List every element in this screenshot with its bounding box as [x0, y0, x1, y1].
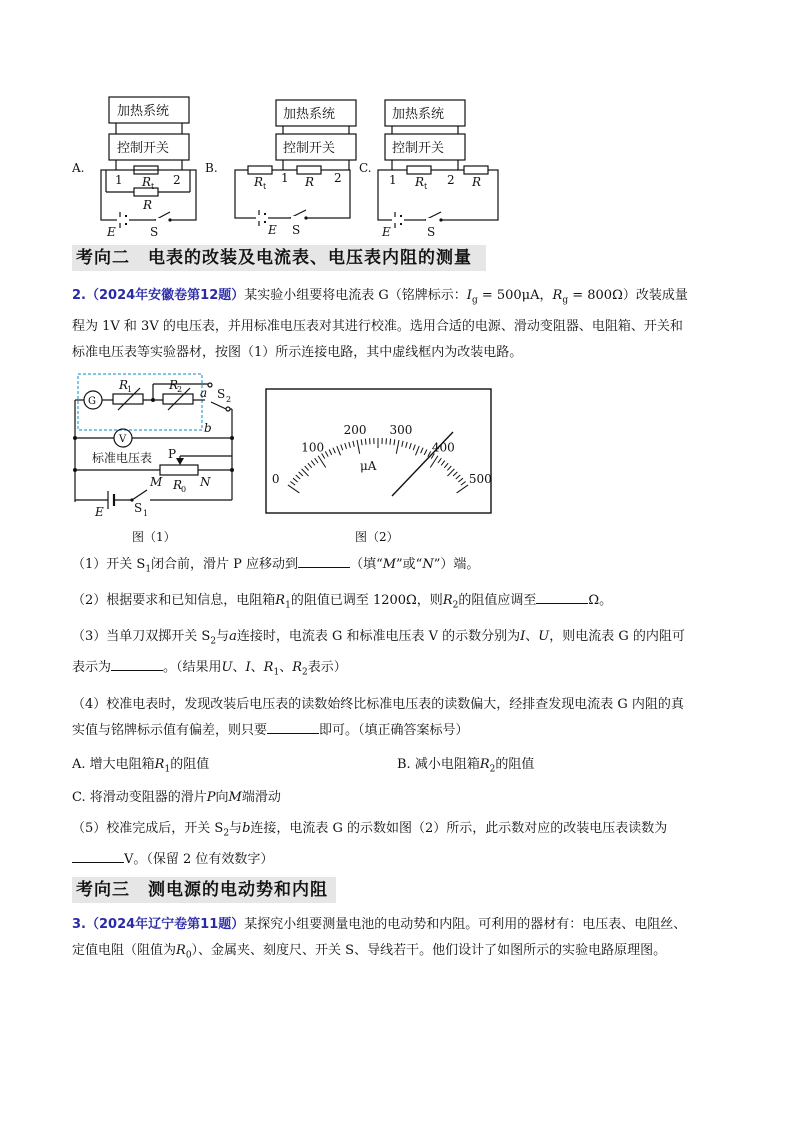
- answer-blank-5[interactable]: [72, 848, 124, 863]
- q3-source: （2024年辽宁卷第11题）: [85, 917, 245, 932]
- q2-part4: [72, 692, 732, 744]
- q3-number: 3.: [72, 917, 86, 932]
- meter-tick: [341, 445, 343, 451]
- fig1-s2-label: S: [217, 387, 226, 401]
- q2-line3: 标准电压表等实验器材，按图（1）所示连接电路，其中虚线框内为改装电路。: [72, 344, 523, 360]
- q3-line2-b: ）、金属夹、刻度尺、开关 S、导线若干。他们设计了如图所示的实验电路原理图。: [191, 943, 667, 958]
- p3-r2: R: [292, 659, 303, 675]
- p3-u2: U: [221, 659, 233, 675]
- q2-comma: ，: [539, 288, 553, 303]
- switch-s-label-a: S: [150, 225, 159, 239]
- fig1-v-label: V: [119, 434, 127, 445]
- meter-tick: [337, 446, 341, 455]
- meter-tick: [325, 451, 328, 456]
- meter-tick: [444, 463, 448, 468]
- q3-r0: R: [176, 943, 186, 958]
- opt-b-a: B. 减小电阻箱: [397, 757, 480, 772]
- rg-sub: g: [562, 295, 569, 306]
- p2-d: Ω。: [588, 593, 613, 608]
- ig-sub: g: [471, 295, 478, 306]
- p1-d: ”或“: [396, 557, 423, 572]
- p5-a: （5）校准完成后，开关 S: [72, 821, 224, 836]
- meter-tick: [447, 466, 451, 470]
- fig1-s1-sub: 1: [143, 509, 149, 518]
- fig1-s2-sub: 2: [226, 395, 232, 404]
- switch-s-label-c: S: [427, 225, 436, 239]
- q2-option-b: [397, 752, 717, 783]
- opt-c-p: P: [206, 790, 216, 805]
- node1-a: 1: [115, 173, 123, 187]
- rt-label-c: R: [415, 175, 425, 189]
- fig1-r0-label: R: [173, 478, 183, 492]
- p1-n: N: [422, 557, 434, 572]
- q3-line1: 某探究小组要测量电池的电动势和内阻。可利用的器材有：电压表、电阻丝、: [244, 917, 687, 932]
- meter-tick: [305, 466, 309, 470]
- meter-tick: [357, 440, 360, 454]
- opt-c-b: 向: [215, 790, 229, 805]
- meter-tick: [424, 449, 427, 454]
- meter-tick: [458, 478, 463, 482]
- figure-2-meter: [0, 0, 794, 560]
- p3-b: 与: [216, 629, 230, 644]
- rt-label-b: R: [254, 175, 264, 189]
- p2-a: （2）根据要求和已知信息，电阻箱: [72, 593, 276, 608]
- answer-blank-1[interactable]: [298, 553, 350, 568]
- meter-tick: [461, 481, 466, 485]
- meter-tick: [315, 458, 318, 463]
- fig1-r0-sub: 0: [181, 485, 187, 494]
- rt-sub-a: t: [151, 182, 155, 191]
- opt-c-c: 端滑动: [241, 790, 281, 805]
- battery-label-a: E: [107, 225, 116, 239]
- node2-c: 2: [447, 173, 455, 187]
- p3-c: 连接时，电流表 G 和标准电压表 V 的示数分别为: [236, 629, 521, 644]
- q2-source: （2024年安徽卷第12题）: [85, 288, 245, 303]
- p2-r1-sub: 1: [285, 600, 291, 611]
- q2-intro-b: ）改装成量: [622, 288, 688, 303]
- meter-tick: [402, 441, 403, 447]
- fig2-caption: 图（2）: [355, 530, 399, 544]
- meter-tick: [302, 469, 309, 476]
- p3-i2: I: [245, 659, 251, 675]
- meter-tick-label: 400: [431, 440, 455, 455]
- fig1-std-voltmeter-label: 标准电压表: [92, 451, 153, 465]
- q3-text: [72, 912, 732, 969]
- rt-sub-c: t: [424, 182, 428, 191]
- meter-tick: [296, 475, 300, 479]
- heating-label-b: 加热系统: [283, 107, 336, 122]
- p5-line2: V。（保留 2 位有效数字）: [124, 851, 274, 867]
- meter-tick: [415, 446, 419, 455]
- meter-tick: [413, 445, 415, 451]
- r-label-b: R: [305, 175, 315, 189]
- answer-blank-2[interactable]: [536, 589, 588, 604]
- p2-r2: R: [442, 593, 453, 608]
- q2-line2: 程为 1V 和 3V 的电压表，并用标准电压表对其进行校准。选用合适的电源、滑动变阻器、电阻箱、开关和: [72, 318, 683, 334]
- p4-line2-b: 即可。（填正确答案标号）: [319, 723, 469, 738]
- p1-m: M: [382, 557, 397, 572]
- switch-label-c: 控制开关: [392, 141, 445, 156]
- rg-value: = 800Ω: [568, 288, 623, 303]
- p1-c: （填“: [350, 557, 383, 572]
- p3-r2-sub: 2: [302, 667, 308, 678]
- meter-tick: [456, 475, 460, 479]
- fig1-r1-sub: 1: [127, 385, 133, 394]
- meter-tick: [361, 439, 362, 445]
- meter-frame: [266, 389, 491, 513]
- p3-e: ，则电流表 G 的内阻可: [549, 629, 685, 644]
- ig-symbol: I: [466, 288, 472, 303]
- meter-tick-label: 500: [468, 472, 492, 487]
- q2-part1: [72, 552, 732, 583]
- p2-r2-sub: 2: [452, 600, 459, 611]
- p3-line2-b: 。（结果用: [163, 659, 222, 675]
- p5-c: 连接，电流表 G 的示数如图（2）所示，此示数对应的改装电压表读数为: [250, 821, 668, 836]
- p3-sub: 2: [210, 636, 217, 647]
- p4-line2-a: 实值与铭牌标示值有偏差，则只要: [72, 723, 268, 738]
- p3-r1-sub: 1: [273, 667, 280, 678]
- p3-r1: R: [263, 659, 274, 675]
- node1-c: 1: [389, 173, 397, 187]
- fig1-e-label: E: [95, 505, 104, 519]
- p3-i: I: [520, 629, 526, 644]
- fig1-g-label: G: [88, 396, 96, 407]
- meter-tick-label: 200: [343, 423, 367, 438]
- r-label-a: R: [143, 198, 153, 212]
- heating-label-a: 加热系统: [117, 104, 170, 119]
- p1-e: ”）端。: [433, 557, 480, 572]
- p3-sep1: 、: [232, 659, 246, 675]
- meter-tick: [349, 442, 351, 448]
- meter-unit-label: μA: [360, 459, 377, 473]
- p3-u: U: [538, 629, 550, 644]
- meter-tick: [396, 440, 399, 454]
- meter-tick: [311, 461, 315, 466]
- fig1-r2-sub: 2: [177, 385, 183, 394]
- opt-a-a: A. 增大电阻箱: [72, 757, 155, 772]
- rt-label-a: R: [142, 175, 152, 189]
- meter-tick: [409, 443, 411, 449]
- q2-part2: [72, 588, 732, 619]
- fig1-b-label: b: [204, 421, 212, 435]
- heating-label-c: 加热系统: [392, 107, 445, 122]
- meter-tick: [308, 463, 312, 468]
- meter-tick: [390, 439, 391, 445]
- p3-line2-a: 表示为: [72, 659, 112, 675]
- fig1-s1-label: S: [134, 501, 143, 515]
- opt-b-b: 的阻值: [495, 757, 535, 772]
- node1-b: 1: [281, 171, 289, 185]
- section-title-2: 考向二 电表的改装及电流表、电压表内阻的测量: [76, 248, 472, 268]
- opt-b-r: R: [479, 757, 490, 772]
- meter-tick: [457, 485, 468, 493]
- meter-tick: [345, 443, 347, 449]
- q2-number: 2.: [72, 288, 86, 303]
- meter-tick-label: 100: [301, 440, 325, 455]
- p5-sub: 2: [223, 828, 230, 839]
- p1-sub: 1: [145, 564, 152, 575]
- p3-sep2: 、: [250, 659, 264, 675]
- meter-tick-label: 300: [389, 423, 413, 438]
- rg-symbol: R: [552, 288, 563, 303]
- node2-a: 2: [173, 173, 181, 187]
- q2-option-a: [72, 752, 392, 783]
- q3-r0-sub: 0: [185, 950, 192, 961]
- meter-tick: [293, 478, 298, 482]
- meter-tick: [290, 481, 295, 485]
- meter-tick-label: 0: [271, 472, 280, 487]
- meter-needle: [392, 432, 453, 496]
- meter-tick: [447, 469, 454, 476]
- meter-tick: [365, 439, 366, 445]
- meter-tick: [441, 461, 445, 466]
- switch-label-b: 控制开关: [283, 141, 336, 156]
- p3-sep3: 、: [279, 659, 293, 675]
- meter-tick: [438, 458, 441, 463]
- answer-blank-4[interactable]: [267, 719, 319, 734]
- p1-b: 闭合前，滑片 P 应移动到: [151, 557, 299, 572]
- meter-tick: [288, 485, 299, 493]
- meter-tick: [333, 448, 335, 453]
- p2-r1: R: [275, 593, 286, 608]
- fig1-m-label: M: [150, 475, 163, 489]
- meter-tick: [353, 441, 354, 447]
- q2-option-c: [72, 785, 732, 811]
- meter-tick: [329, 449, 332, 454]
- option-a-label: A.: [72, 161, 85, 175]
- q2-part5: [72, 816, 732, 873]
- fig1-n-label: N: [200, 475, 211, 489]
- option-c-label: C.: [359, 161, 372, 175]
- p5-b-it: b: [242, 821, 251, 836]
- meter-tick: [394, 439, 395, 445]
- p3-d: 、: [525, 629, 539, 644]
- meter-tick: [421, 448, 423, 453]
- battery-label-b: E: [268, 223, 277, 237]
- r-label-c: R: [472, 175, 482, 189]
- q3-line2-a: 定值电阻（阻值为: [72, 943, 177, 958]
- p2-c: 的阻值应调至: [458, 593, 537, 608]
- p4-line1: （4）校准电表时，发现改装后电压表的读数始终比标准电压表的读数偏大，经排查发现电流表 G 内阻的真: [72, 697, 684, 712]
- section-title-3: 考向三 测电源的电动势和内阻: [76, 880, 328, 900]
- p3-a: （3）当单刀双掷开关 S: [72, 629, 211, 644]
- opt-c-m: M: [228, 790, 242, 805]
- ig-value: = 500μA: [477, 288, 540, 303]
- opt-b-sub: 2: [489, 764, 496, 775]
- p2-b: 的阻值已调至 1200Ω，则: [290, 593, 443, 608]
- section-heading-3: [72, 877, 336, 903]
- p5-b: 与: [229, 821, 243, 836]
- answer-blank-3[interactable]: [111, 656, 163, 671]
- switch-s-label-b: S: [292, 223, 301, 237]
- p3-end: 表示）: [307, 659, 347, 675]
- opt-a-r: R: [154, 757, 165, 772]
- fig1-r2-label: R: [169, 378, 179, 392]
- opt-c-a: C. 将滑动变阻器的滑片: [72, 790, 207, 805]
- meter-tick: [406, 442, 408, 448]
- opt-a-b: 的阻值: [170, 757, 210, 772]
- node2-b: 2: [334, 171, 342, 185]
- p1-a: （1）开关 S: [72, 557, 146, 572]
- p3-a-it: a: [229, 629, 237, 644]
- fig1-caption: 图（1）: [132, 530, 176, 544]
- opt-a-sub: 1: [164, 764, 171, 775]
- q2-intro-a: 某实验小组要将电流表 G（铭牌标示：: [244, 288, 467, 303]
- fig1-r1-label: R: [119, 378, 129, 392]
- fig1-a-label: a: [200, 386, 208, 400]
- battery-label-c: E: [382, 225, 391, 239]
- meter-tick: [299, 472, 303, 476]
- option-b-label: B.: [205, 161, 218, 175]
- fig1-p-label: P: [168, 447, 177, 461]
- q2-part3: [72, 624, 732, 685]
- meter-tick: [453, 472, 457, 476]
- switch-label-a: 控制开关: [117, 141, 170, 156]
- rt-sub-b: t: [263, 182, 267, 191]
